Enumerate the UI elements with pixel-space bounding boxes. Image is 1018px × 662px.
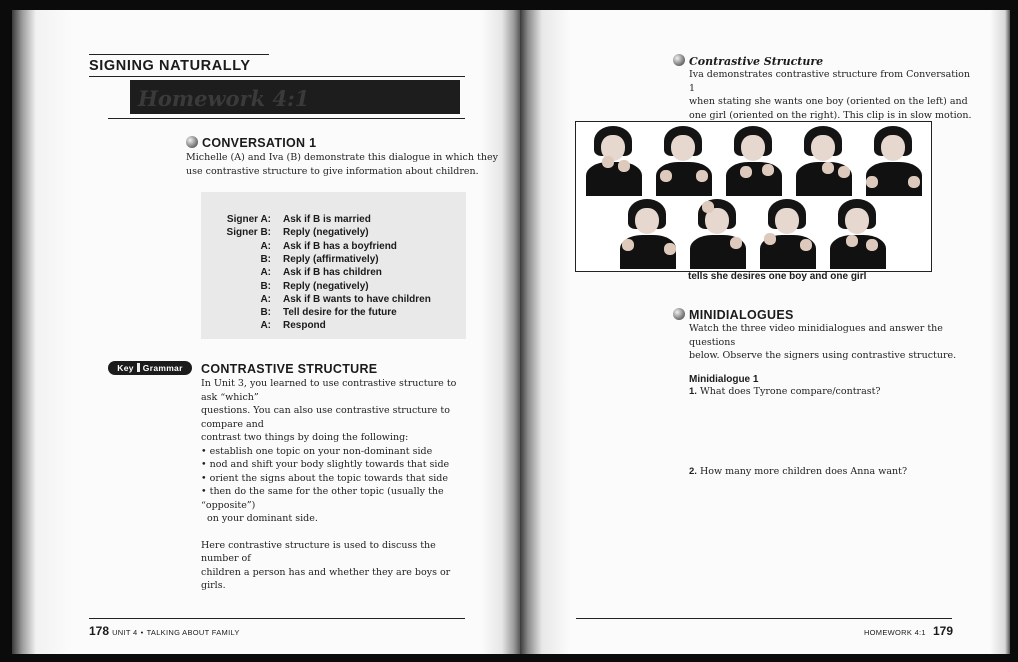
dialogue-speaker: A:: [260, 320, 271, 332]
video-disc-icon: [673, 308, 685, 320]
left-footer: 178 UNIT 4 • TALKING ABOUT FAMILY: [89, 624, 240, 638]
key-grammar-heading: CONTRASTIVE STRUCTURE: [201, 362, 378, 376]
dialogue-speaker: Signer A:: [226, 214, 271, 225]
dialogue-speaker: A:: [260, 293, 271, 305]
page-number: 179: [932, 624, 953, 638]
conversation-section: [186, 136, 498, 178]
dialogue-line: Reply (affirmatively): [283, 253, 379, 265]
key-grammar-section: [201, 362, 471, 593]
banner-bottom-rule: [108, 118, 465, 119]
running-head-rule: [89, 54, 269, 55]
dialogue-line: Ask if B is married: [283, 214, 371, 225]
key-grammar-text: In Unit 3, you learned to use contrastive structure to ask “which” questions. You can also use contrastive structure to compare and contrast two things by doing the following: • establish one topic on your non-dominant side • nod and shift your body slightly towards that side • orient the signs about the topic towards that side • then do the same for the other topic (usually the “opposite”) on your dominant side. Here contrastive structure is used to discuss the number of children a person has and whether they are boys or girls.: [201, 378, 457, 591]
key-icon: [137, 363, 140, 372]
signer-frame: [582, 126, 646, 196]
contrastive-section: [673, 54, 973, 122]
contrastive-heading: Contrastive Structure: [673, 54, 973, 68]
dialogue-line: Ask if B wants to have children: [283, 293, 431, 305]
left-page: [12, 10, 520, 654]
signer-frame: [756, 199, 820, 269]
dialogue-line: Ask if B has children: [283, 267, 382, 279]
homework-banner-title: Homework 4:1: [138, 86, 310, 111]
video-disc-icon: [673, 54, 685, 66]
signer-frame: [686, 199, 750, 269]
video-disc-icon: [186, 136, 198, 148]
dialogue-line: Ask if B has a boyfriend: [283, 240, 397, 252]
dialogue-line: Reply (negatively): [283, 280, 369, 292]
signer-frame: [862, 126, 926, 196]
video-still-strip: [575, 121, 932, 272]
dialogue-speaker: A:: [260, 267, 271, 279]
dialogue-box: [201, 192, 466, 339]
signer-frame: [722, 126, 786, 196]
minidialogues-section: [673, 308, 973, 479]
right-page: [520, 10, 1010, 654]
conversation-heading: CONVERSATION 1: [186, 136, 498, 150]
question-2: 2. How many more children does Anna want?: [689, 466, 908, 477]
conversation-intro: Michelle (A) and Iva (B) demonstrate this dialogue in which they use contrastive structure to give information about children.: [186, 152, 498, 177]
dialogue-line: Tell desire for the future: [283, 307, 397, 319]
photo-caption: tells she desires one boy and one girl: [688, 271, 867, 282]
footer-section: TALKING ABOUT FAMILY: [146, 628, 240, 637]
dialogue-speaker: A:: [260, 240, 271, 252]
signer-frame: [826, 199, 890, 269]
dialogue-speaker: B:: [260, 253, 271, 265]
dialogue-line: Respond: [283, 320, 326, 332]
minidialogues-text: Watch the three video minidialogues and answer the questions below. Observe the signers using contrastive structure.: [689, 323, 957, 361]
question-1: 1. What does Tyrone compare/contrast?: [689, 385, 881, 397]
footer-rule: [576, 618, 952, 619]
footer-rule: [89, 618, 465, 619]
dialogue-line: Reply (negatively): [283, 227, 369, 239]
signer-frame: [792, 126, 856, 196]
dialogue-speaker: Signer B:: [226, 227, 271, 239]
footer-unit: UNIT 4: [112, 628, 138, 637]
header-rule: [89, 76, 465, 77]
page-number: 178: [89, 624, 110, 638]
running-head: SIGNING NATURALLY: [89, 58, 251, 74]
key-grammar-badge: Key Grammar: [108, 361, 192, 375]
contrastive-text: Iva demonstrates contrastive structure from Conversation 1 when stating she wants one boy (oriented on the left) and one girl (oriented on the right). This clip is in slow motion.: [689, 69, 972, 121]
footer-section: HOMEWORK 4:1: [863, 628, 926, 637]
signer-frame: [652, 126, 716, 196]
signer-frame: [616, 199, 680, 269]
dialogue-speaker: B:: [260, 307, 271, 319]
dialogue-speaker: B:: [260, 280, 271, 292]
minidialogues-heading: MINIDIALOGUES: [673, 308, 973, 322]
minidialogue-subheading: Minidialogue 1: [689, 373, 759, 385]
right-footer: [820, 624, 953, 638]
